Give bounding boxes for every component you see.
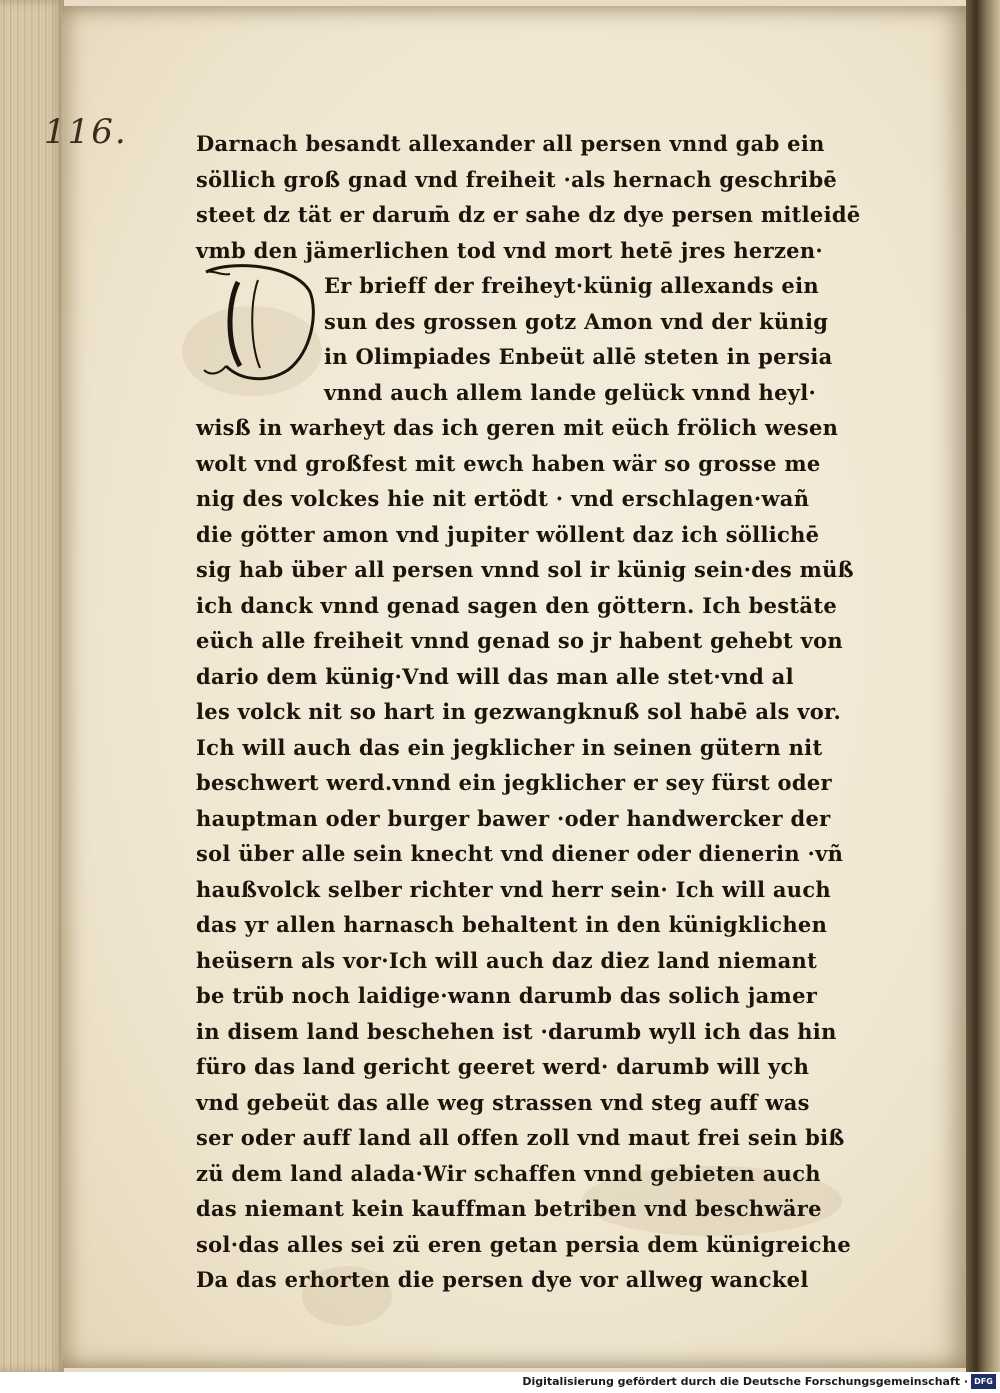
text-line: das yr allen harnasch behaltent in den künigklichen — [196, 912, 828, 937]
text-line: in disem land beschehen ist ·darumb wyll ich das hin — [196, 1018, 837, 1044]
text-line: vnd gebeüt das alle weg strassen vnd steg auff was — [196, 1089, 810, 1115]
folio-number: 116. — [44, 112, 128, 152]
text-line: Darnach besandt allexander all persen vnnd gab ein — [196, 131, 825, 156]
text-line: heüsern als vor·Ich will auch daz diez land niemant — [196, 947, 818, 973]
text-line: sun des grossen gotz Amon vnd der künig — [324, 308, 829, 334]
text-line: Er brieff der freiheyt·künig allexandѕ ein — [324, 273, 819, 298]
text-line: steet dz tät er darum̄ dz er sahe dz dye persen mitleidē — [196, 202, 861, 227]
text-line: zü dem land alada·Wir schaffen vnnd gebieten auch — [196, 1160, 821, 1186]
text-line: sol·das alles sei zü eren getan persia dem künigreiche — [196, 1231, 852, 1257]
text-line: les volck nit so hart in gezwangknuß sol habē als vor. — [196, 699, 842, 724]
text-line: be trüb noch laidige·wann darumb das solich jamer — [196, 983, 818, 1008]
book-gutter — [966, 0, 1000, 1372]
text-line: die götter amon vnd jupiter wöllent daz ich söllichē — [196, 521, 820, 547]
text-line: in Olimpiades Enbeüt allē steten in persia — [324, 344, 833, 369]
footer-bar — [0, 1372, 1000, 1393]
text-line: beschwert werd.vnnd ein jegklicher er sey fürst oder — [196, 770, 832, 795]
text-line: vnnd auch allem lande gelück vnnd heyl· — [324, 379, 817, 405]
text-line: ser oder auff land all offen zoll vnd maut frei sein biß — [196, 1125, 845, 1150]
main-text-block — [196, 126, 861, 1298]
text-line: Da das erhorten die persen dye vor allweg wanckel — [196, 1267, 809, 1292]
page-edges — [0, 0, 64, 1372]
funding-credit: Digitalisierung gefördert durch die Deutsche Forschungsgemeinschaft · — [522, 1375, 968, 1388]
text-line: sol über alle sein knecht vnd diener oder dienerin ·vñ — [196, 841, 844, 866]
text-line: eüch alle freiheit vnnd genad so jr habent gehebt von — [196, 628, 843, 653]
text-line: ich danck vnnd genad sagen den göttern. Ich bestäte — [196, 592, 838, 618]
text-line: wisß in warheyt das ich geren mit eüch frölich wesen — [196, 415, 839, 440]
text-line: nig des volckes hie nit ertödt · vnd erschlagen·wañ — [196, 486, 810, 511]
text-line: füro das land gericht geeret werd· darumb will ych — [196, 1054, 810, 1079]
text-line: wolt vnd großfest mit ewch haben wär so grosse me — [196, 450, 821, 476]
text-line: sig hab über all persen vnnd sol ir künig sein·des müß — [196, 557, 854, 582]
text-line: söllich groß gnad vnd freiheit ·als hernach geschribē — [196, 166, 838, 192]
dfg-logo-icon: DFG — [971, 1374, 996, 1389]
text-line: vmb den jämerlichen tod vnd mort hetē jres herzen· — [196, 237, 824, 263]
text-line: haußvolck selber richter vnd herr sein· Ich will auch — [196, 876, 831, 902]
text-line: dario dem künig·Vnd will das man alle stet·vnd al — [196, 663, 794, 689]
text-line: das niemant kein kauffman betriben vnd beschwäre — [196, 1196, 822, 1221]
text-line: hauptman oder burger bawer ·oder handwercker der — [196, 805, 831, 831]
text-line: Ich will auch das ein jegklicher in seinen gütern nit — [196, 734, 823, 760]
